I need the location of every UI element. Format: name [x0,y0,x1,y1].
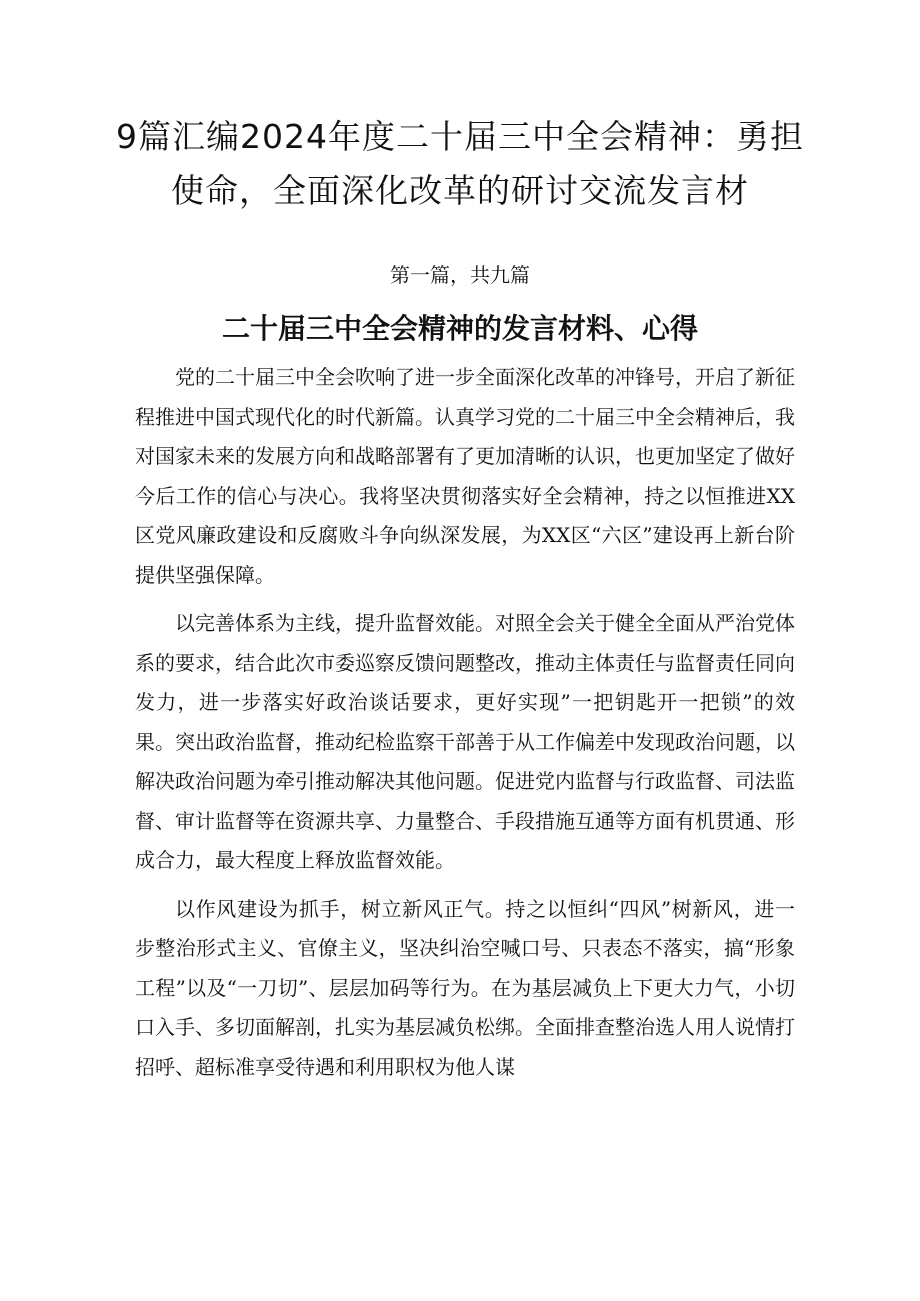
body-paragraph: 以作风建设为抓手，树立新风正气。持之以恒纠“四风”树新风，进一步整治形式主义、官僚主义，坚决纠治空喊口号、只表态不落实，搞“形象工程”以及“一刀切”、层层加码等行为。在为基层减负上下更大力气，小切口入手、多切面解剖，扎实为基层减负松绑。全面排查整治选人用人说情打招呼、超标准享受待遇和利用职权为他人谋 [135,896,795,1079]
part-label: 第一篇，共九篇 [390,263,530,287]
document-title: 9篇汇编2024年度二十届三中全会精神：勇担使命，全面深化改革的研讨交流发言材 [116,117,804,210]
body-paragraph: 以完善体系为主线，提升监督效能。对照全会关于健全全面从严治党体系的要求，结合此次市委巡察反馈问题整改，推动主体责任与监督责任同向发力，进一步落实好政治谈话要求，更好实现”一把钥匙开一把锁”的效果。突出政治监督，推动纪检监察干部善于从工作偏差中发现政治问题，以解决政治问题为牵引推动解决其他问题。促进党内监督与行政监督、司法监督、审计监督等在资源共享、力量整合、手段措施互通等方面有机贯通、形成合力，最大程度上释放监督效能。 [135,611,795,872]
section-heading: 二十届三中全会精神的发言材料、心得 [221,312,698,345]
document-body [135,358,795,1096]
body-paragraph: 党的二十届三中全会吹响了进一步全面深化改革的冲锋号，开启了新征程推进中国式现代化的时代新篇。认真学习党的二十届三中全会精神后，我对国家未来的发展方向和战略部署有了更加清晰的认识，也更加坚定了做好今后工作的信心与决心。我将坚决贯彻落实好全会精神，持之以恒推进XX区党风廉政建设和反腐败斗争向纵深发展，为XX区“六区”建设再上新台阶提供坚强保障。 [135,365,795,587]
